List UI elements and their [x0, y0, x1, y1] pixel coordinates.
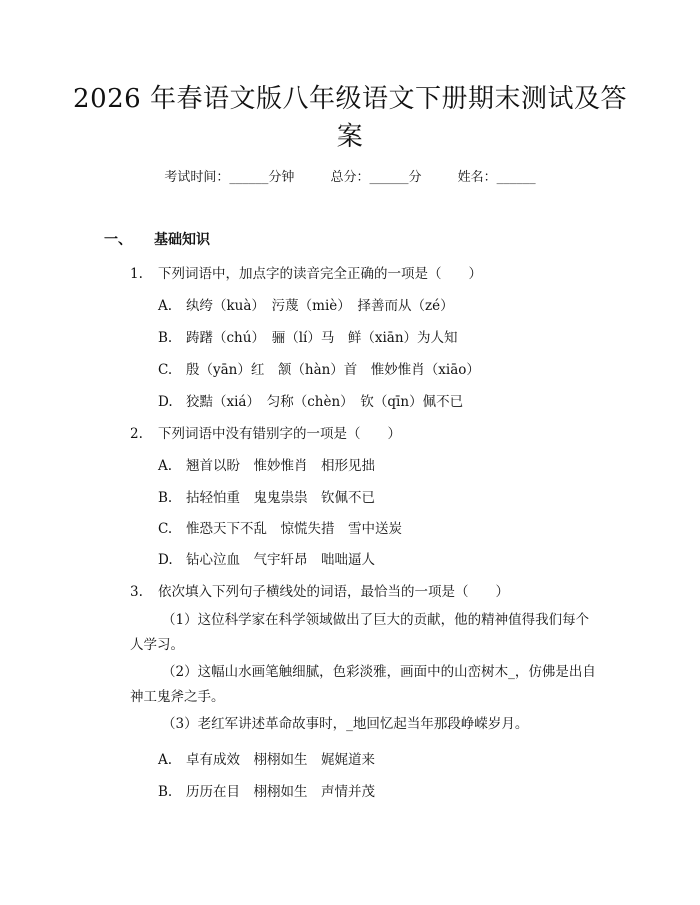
- option-text: 卓有成效 栩栩如生 娓娓道来: [186, 752, 375, 768]
- sentence-text: （1）这位科学家在科学领域做出了巨大的贡献，他的精神值得我们每个人学习。: [130, 612, 590, 653]
- q1-option-c: [158, 358, 480, 378]
- option-text: 历历在目 栩栩如生 声情并茂: [186, 784, 375, 800]
- q2-option-d: [158, 548, 375, 568]
- question-text: 下列词语中没有错别字的一项是（ ）: [158, 426, 401, 442]
- option-letter: A.: [158, 298, 173, 314]
- option-text: 殷（yān）红 颔（hàn）首 惟妙惟肖（xiāo）: [186, 362, 480, 378]
- option-text: 狡黠（xiá） 匀称（chèn） 钦（qīn）佩不已: [186, 394, 464, 410]
- question-1: [130, 262, 482, 282]
- option-letter: A.: [158, 752, 173, 768]
- q2-option-a: [158, 454, 375, 474]
- option-text: 翘首以盼 惟妙惟肖 相形见拙: [186, 458, 375, 474]
- question-3: [130, 580, 509, 600]
- exam-time: 考试时间：______分钟: [164, 170, 295, 185]
- page-title: 2026 年春语文版八年级语文下册期末测试及答案: [73, 84, 627, 152]
- option-letter: D.: [158, 552, 173, 568]
- option-letter: B.: [158, 330, 173, 346]
- option-text: 拈轻怕重 鬼鬼祟祟 钦佩不已: [186, 490, 375, 506]
- option-text: 惟恐天下不乱 惊慌失措 雪中送炭: [186, 521, 402, 537]
- option-text: 钻心泣血 气宇轩昂 咄咄逼人: [186, 552, 375, 568]
- question-number: 2.: [130, 426, 143, 442]
- question-text: 依次填入下列句子横线处的词语，最恰当的一项是（ ）: [158, 584, 509, 600]
- sentence-text: （2）这幅山水画笔触细腻，色彩淡雅，画面中的山峦树木_，仿佛是出自神工鬼斧之手。: [130, 664, 596, 705]
- option-letter: D.: [158, 394, 173, 410]
- q3-sentence-1: [130, 608, 600, 658]
- q1-option-a: [158, 294, 454, 314]
- sentence-text: （3）老红军讲述革命故事时，_地回忆起当年那段峥嵘岁月。: [162, 716, 529, 732]
- q3-sentence-3: [130, 712, 600, 737]
- q1-option-d: [158, 390, 463, 410]
- section-title: 基础知识: [154, 232, 210, 248]
- option-letter: C.: [158, 521, 173, 537]
- option-letter: B.: [158, 784, 173, 800]
- q2-option-c: [158, 517, 402, 537]
- exam-total-score: 总分：______分: [330, 170, 422, 185]
- option-text: 纨绔（kuà） 污蔑（miè） 择善而从（zé）: [186, 298, 454, 314]
- section-number: 一、: [104, 232, 132, 248]
- question-2: [130, 422, 401, 442]
- exam-name: 姓名：______: [457, 170, 536, 185]
- q3-option-b: [158, 780, 375, 800]
- question-number: 3.: [130, 584, 143, 600]
- option-letter: B.: [158, 490, 173, 506]
- q3-option-a: [158, 748, 375, 768]
- q2-option-b: [158, 486, 375, 506]
- section-heading: [104, 229, 210, 249]
- q3-sentence-2: [130, 660, 600, 710]
- option-letter: A.: [158, 458, 173, 474]
- exam-info: [0, 166, 700, 185]
- question-number: 1.: [130, 266, 143, 282]
- option-text: 踌躇（chú） 骊（lí）马 鲜（xiān）为人知: [186, 330, 458, 346]
- question-text: 下列词语中，加点字的读音完全正确的一项是（ ）: [158, 266, 482, 282]
- q1-option-b: [158, 326, 458, 346]
- option-letter: C.: [158, 362, 173, 378]
